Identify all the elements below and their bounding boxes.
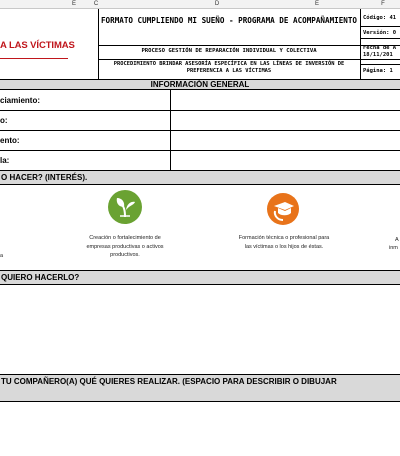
field-label: o: <box>0 116 8 125</box>
divider <box>98 59 400 60</box>
column-letter: F <box>381 1 385 7</box>
field-input[interactable] <box>171 111 400 130</box>
column-letter: E <box>314 1 319 7</box>
divider <box>360 64 400 65</box>
section-describe: TU COMPAÑERO(A) QUÉ QUIERES REALIZAR. (ESPACIO PARA DESCRIBIR O DIBUJAR <box>0 374 400 402</box>
cropped-text: inm <box>389 245 398 251</box>
column-header-bar <box>0 0 400 9</box>
field-input[interactable] <box>171 131 400 150</box>
divider <box>360 26 400 27</box>
column-letter: E <box>71 1 76 7</box>
answer-area[interactable] <box>0 286 400 374</box>
date-value: 18/11/201 <box>363 52 393 58</box>
date-label: Fecha de A <box>363 45 397 51</box>
field-label: ento: <box>0 136 20 145</box>
graduation-cap-icon[interactable] <box>267 193 299 225</box>
section-what-to-do: O HACER? (INTERÉS). <box>0 170 400 185</box>
column-letter: C <box>93 1 99 7</box>
field-input[interactable] <box>171 91 400 110</box>
version-label: Versión: 0 <box>363 30 397 36</box>
divider <box>360 38 400 39</box>
page-label: Página: 1 <box>363 68 393 74</box>
leaf-icon[interactable] <box>108 190 142 224</box>
procedure-name: PROCEDIMIENTO BRINDAR ASESORÍA ESPECÍFICA EN LAS LÍNEAS DE INVERSIÓN DE PREFERENCIA A LAS VÍCTIMAS <box>113 61 345 74</box>
option-text: Formación técnica o profesional para las víctimas o los hijos de éstas. <box>238 235 330 250</box>
logo-text: A LAS VÍCTIMAS <box>0 40 75 51</box>
field-label: la: <box>0 156 10 165</box>
option-text: Creación o fortalecimiento de empresas productivas o activos productivos. <box>86 235 164 258</box>
section-how-to-do: QUIERO HACERLO? <box>0 270 400 285</box>
section-general-info: INFORMACIÓN GENERAL <box>0 79 400 90</box>
document-title: FORMATO CUMPLIENDO MI SUEÑO - PROGRAMA DE ACOMPAÑAMIENTO <box>100 16 358 25</box>
logo-underline <box>0 58 68 59</box>
field-label: ciamiento: <box>0 96 41 105</box>
cropped-text: A <box>395 237 399 243</box>
drawing-area[interactable] <box>0 403 400 456</box>
process-name: PROCESO GESTIÓN DE REPARACIÓN INDIVIDUAL Y COLECTIVA <box>141 48 317 54</box>
field-input[interactable] <box>171 151 400 170</box>
cropped-text: a <box>0 253 4 259</box>
column-letter: D <box>214 1 220 7</box>
divider <box>98 45 400 46</box>
code-label: Código: 41 <box>363 15 397 21</box>
